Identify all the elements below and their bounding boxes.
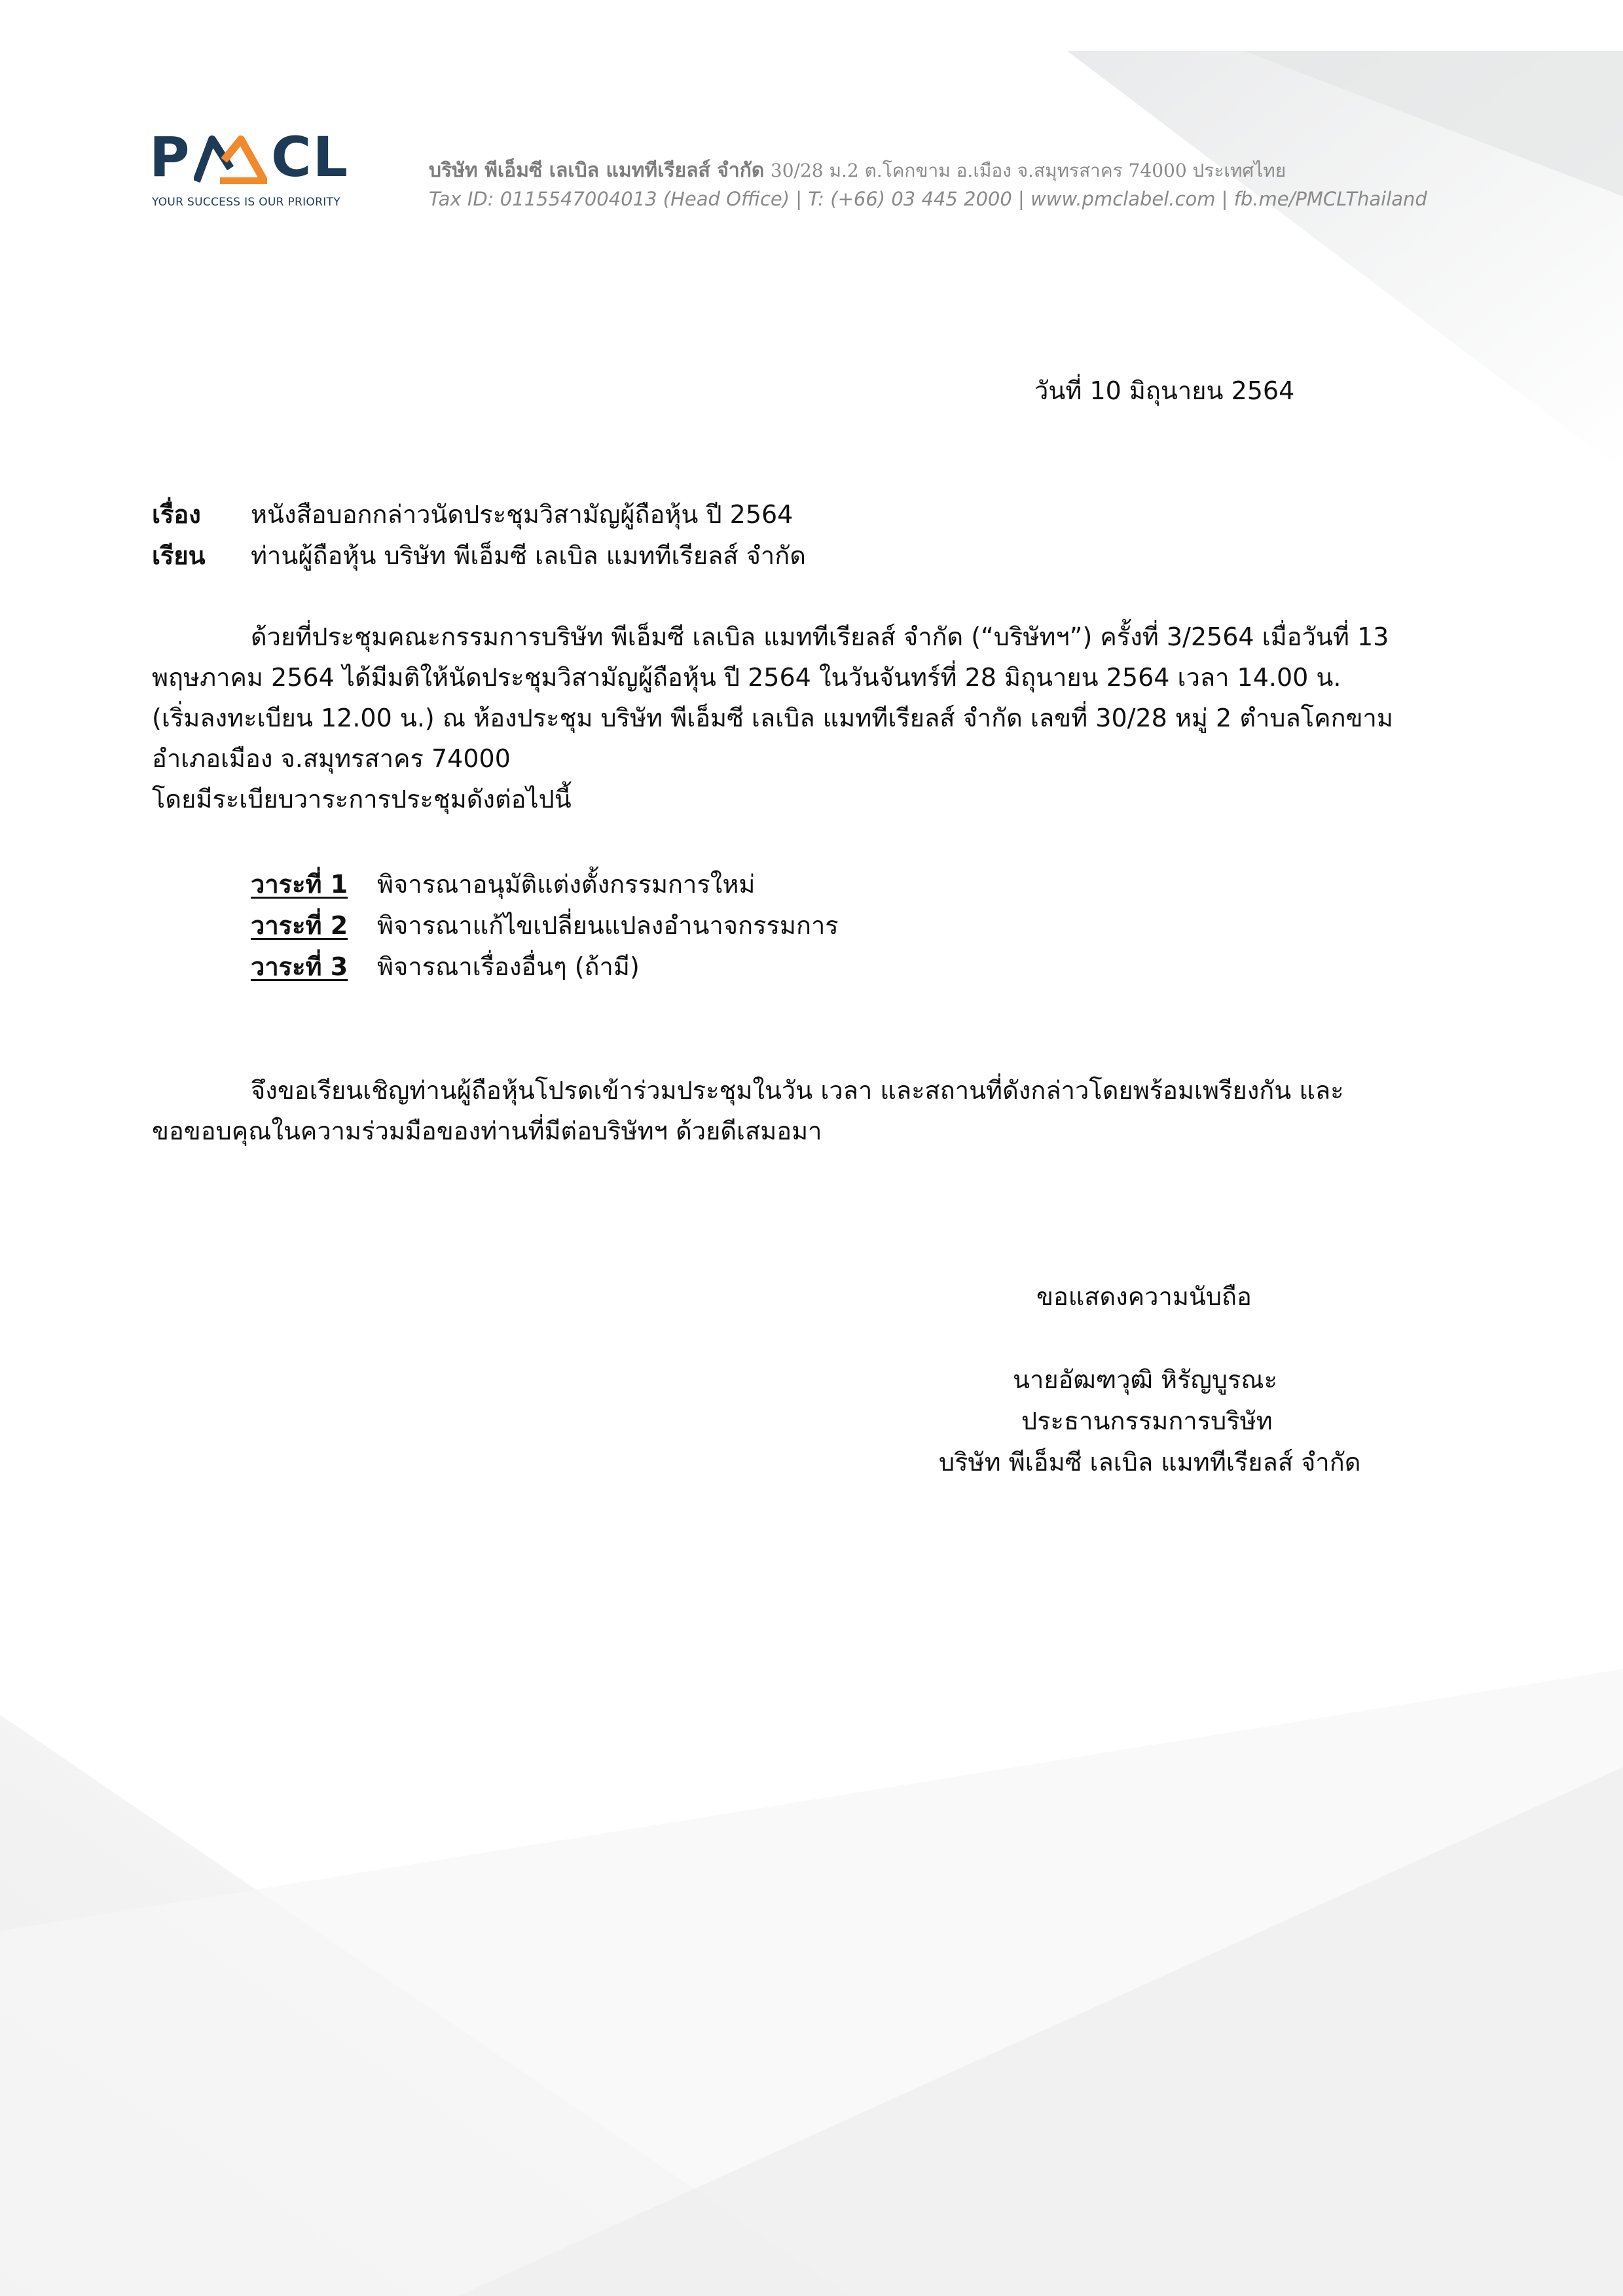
- logo-letters-cl: CL: [271, 125, 350, 189]
- recipient-text: ท่านผู้ถือหุ้น บริษัท พีเอ็มซี เลเบิล แมททีเรียลส์ จำกัด: [251, 541, 806, 570]
- signatory-name: นายอัฒฑวุฒิ หิรัญบูรณะ: [1013, 1365, 1278, 1394]
- agenda-text: พิจารณาแก้ไขเปลี่ยนแปลงอำนาจกรรมการ: [377, 911, 839, 940]
- agenda-number: วาระที่ 3: [251, 952, 348, 981]
- intro-line: พฤษภาคม 2564 ได้มีมติให้นัดประชุมวิสามัญผู้ถือหุ้น ปี 2564 ในวันจันทร์ที่ 28 มิถุนายน 2564 เวลา 14.00 น.: [152, 663, 1341, 692]
- company-contact-line: Tax ID: 0115547004013 (Head Office) | T: (+66) 03 445 2000 | www.pmclabel.com | fb.me/PMCLThailand: [429, 188, 1427, 210]
- invitation-line: ขอขอบคุณในความร่วมมือของท่านที่มีต่อบริษัทฯ ด้วยดีเสมอมา: [152, 1117, 822, 1145]
- company-address: 30/28 ม.2 ต.โคกขาม อ.เมือง จ.สมุทรสาคร 74000 ประเทศไทย: [770, 160, 1286, 181]
- recipient-label: เรียน: [152, 541, 206, 570]
- intro-paragraph: [152, 617, 1469, 819]
- invitation-paragraph: [152, 1070, 1344, 1151]
- intro-line: อำเภอเมือง จ.สมุทรสาคร 74000: [152, 744, 511, 773]
- intro-line: ด้วยที่ประชุมคณะกรรมการบริษัท พีเอ็มซี เลเบิล แมททีเรียลส์ จำกัด (“บริษัทฯ”) ครั้งที่ 3/2564 เมื่อวันที่ 13: [251, 622, 1389, 651]
- agenda-item: [251, 905, 839, 945]
- logo-letter-p: P: [149, 125, 191, 189]
- letter-date: วันที่ 10 มิถุนายน 2564: [1034, 376, 1295, 405]
- signatory-title: ประธานกรรมการบริษัท: [1021, 1407, 1273, 1435]
- agenda-number: วาระที่ 1: [251, 870, 348, 899]
- subject-text: หนังสือบอกกล่าวนัดประชุมวิสามัญผู้ถือหุ้น ปี 2564: [251, 500, 793, 529]
- agenda-text: พิจารณาเรื่องอื่นๆ (ถ้ามี): [377, 952, 640, 981]
- intro-line: โดยมีระเบียบวาระการประชุมดังต่อไปนี้: [152, 785, 572, 814]
- logo-tagline: YOUR SUCCESS IS OUR PRIORITY: [152, 196, 340, 209]
- pmcl-logo: [149, 125, 352, 213]
- company-name-address: [429, 155, 1286, 186]
- logo-m-mark-icon: [194, 134, 267, 184]
- agenda-item: [251, 946, 640, 986]
- subject-label: เรื่อง: [152, 500, 201, 529]
- company-name: บริษัท พีเอ็มซี เลเบิล แมททีเรียลส์ จำกัด: [429, 159, 765, 182]
- agenda-item: [251, 864, 755, 904]
- closing-salutation: ขอแสดงความนับถือ: [1036, 1282, 1252, 1311]
- intro-line: (เริ่มลงทะเบียน 12.00 น.) ณ ห้องประชุม บริษัท พีเอ็มซี เลเบิล แมททีเรียลส์ จำกัด เลขที่ 30/28 หมู่ 2 ตำบลโคกขาม: [152, 704, 1393, 732]
- logo-wordmark: [149, 125, 352, 189]
- invitation-line: จึงขอเรียนเชิญท่านผู้ถือหุ้นโปรดเข้าร่วมประชุมในวัน เวลา และสถานที่ดังกล่าวโดยพร้อมเพรียงกัน และ: [251, 1076, 1344, 1105]
- agenda-text: พิจารณาอนุมัติแต่งตั้งกรรมการใหม่: [377, 870, 756, 899]
- signatory-company: บริษัท พีเอ็มซี เลเบิล แมททีเรียลส์ จำกัด: [939, 1448, 1361, 1477]
- agenda-number: วาระที่ 2: [251, 911, 348, 940]
